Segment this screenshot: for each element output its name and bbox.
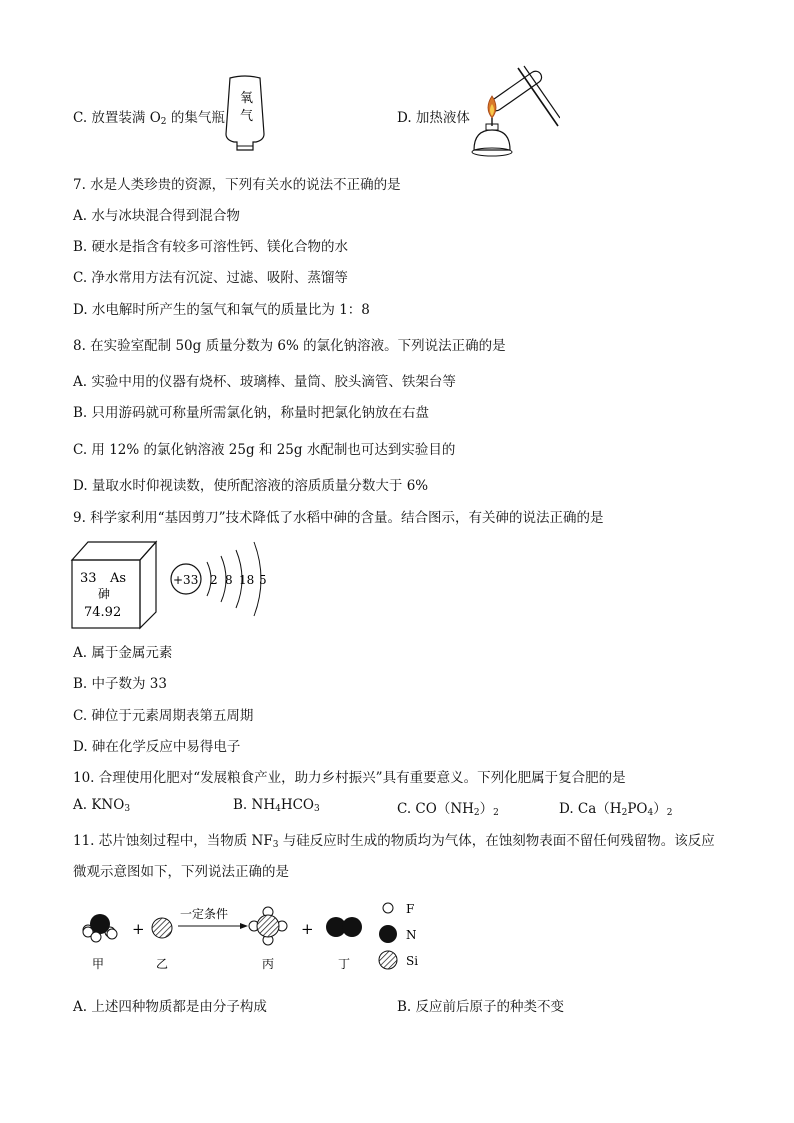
q9-stem: 9. 科学家利用“基因剪刀”技术降低了水稻中砷的含量。结合图示，有关砷的说法正确的是 <box>73 510 604 526</box>
shell-3: 18 <box>239 573 255 587</box>
label-ding: 丁 <box>338 957 351 971</box>
plus-sign-2: + <box>301 920 314 938</box>
q8-option-d: D. 量取水时仰视读数，使所配溶液的溶质质量分数大于 6% <box>73 478 429 494</box>
legend-f: F <box>406 902 415 916</box>
q9-option-a: A. 属于金属元素 <box>73 645 173 661</box>
nucleus-charge: +33 <box>173 573 199 587</box>
q11-option-b: B. 反应前后原子的种类不变 <box>397 999 565 1015</box>
q11-stem-line2: 微观示意图如下，下列说法正确的是 <box>73 864 289 880</box>
reaction-micro-diagram <box>76 896 436 976</box>
q8-option-c: C. 用 12% 的氯化钠溶液 25g 和 25g 水配制也可达到实验目的 <box>73 442 456 458</box>
q8-stem: 8. 在实验室配制 50g 质量分数为 6% 的氯化钠溶液。下列说法正确的是 <box>73 338 506 354</box>
legend-n: N <box>406 928 417 942</box>
legend-si-circle <box>379 951 397 969</box>
q10-option-b: B. $NH_4HCO_3$ <box>233 797 320 814</box>
shell-2: 8 <box>225 573 233 587</box>
q10-option-d: D. $Ca(H_2PO_4)_2$ <box>559 801 673 818</box>
element-mass: 74.92 <box>84 605 122 620</box>
legend-n-circle <box>379 925 397 943</box>
element-name: 砷 <box>98 587 111 601</box>
q7-option-a: A. 水与冰块混合得到混合物 <box>73 208 240 224</box>
molecule-bing <box>249 907 287 945</box>
label-bing: 丙 <box>262 957 275 971</box>
arsenic-element-figure <box>70 538 280 630</box>
q9-option-d: D. 砷在化学反应中易得电子 <box>73 739 241 755</box>
q10-option-a: A. $KNO_3$ <box>73 797 131 814</box>
element-symbol: As <box>110 571 127 586</box>
q9-option-b: B. 中子数为 33 <box>73 676 167 692</box>
label-yi: 乙 <box>156 957 169 971</box>
gas-bottle-figure <box>220 74 270 154</box>
molecule-ding <box>326 917 362 937</box>
q11-stem-line1: 11. 芯片蚀刻过程中，当物质 $NF_3$ 与硅反应时生成的物质均为气体，在蚀刻物表面不留任何残留物。该反应 <box>73 833 715 850</box>
molecule-yi <box>152 918 172 938</box>
q7-stem: 7. 水是人类珍贵的资源，下列有关水的说法不正确的是 <box>73 177 401 193</box>
heating-liquid-figure <box>470 60 560 164</box>
q7-option-d: D. 水电解时所产生的氢气和氧气的质量比为 1：8 <box>73 302 370 318</box>
legend-f-circle <box>383 903 393 913</box>
q6-option-c: C. 放置装满 $O_2$ 的集气瓶 <box>73 110 225 127</box>
q6-option-d: D. 加热液体 <box>397 110 470 126</box>
molecule-jia <box>83 914 117 942</box>
plus-sign-1: + <box>132 920 145 938</box>
q8-option-b: B. 只用游码就可称量所需氯化钠，称量时把氯化钠放在右盘 <box>73 405 430 421</box>
q9-option-c: C. 砷位于元素周期表第五周期 <box>73 708 254 724</box>
shell-4: 5 <box>259 573 267 587</box>
reaction-condition: 一定条件 <box>180 907 229 921</box>
q11-option-a: A. 上述四种物质都是由分子构成 <box>73 999 267 1015</box>
shell-1: 2 <box>210 573 218 587</box>
q10-stem: 10. 合理使用化肥对“发展粮食产业，助力乡村振兴”具有重要意义。下列化肥属于复合肥的是 <box>73 770 626 786</box>
element-number: 33 <box>80 571 97 586</box>
legend-si: Si <box>406 954 419 968</box>
bottle-label-2: 气 <box>240 109 254 124</box>
q10-option-c: C. $CO(NH_2)_2$ <box>397 801 499 818</box>
q7-option-b: B. 硬水是指含有较多可溶性钙、镁化合物的水 <box>73 239 349 255</box>
label-jia: 甲 <box>92 957 105 971</box>
bottle-label-1: 氧 <box>240 91 254 106</box>
q8-option-a: A. 实验中用的仪器有烧杯、玻璃棒、量筒、胶头滴管、铁架台等 <box>73 374 456 390</box>
q7-option-c: C. 净水常用方法有沉淀、过滤、吸附、蒸馏等 <box>73 270 348 286</box>
